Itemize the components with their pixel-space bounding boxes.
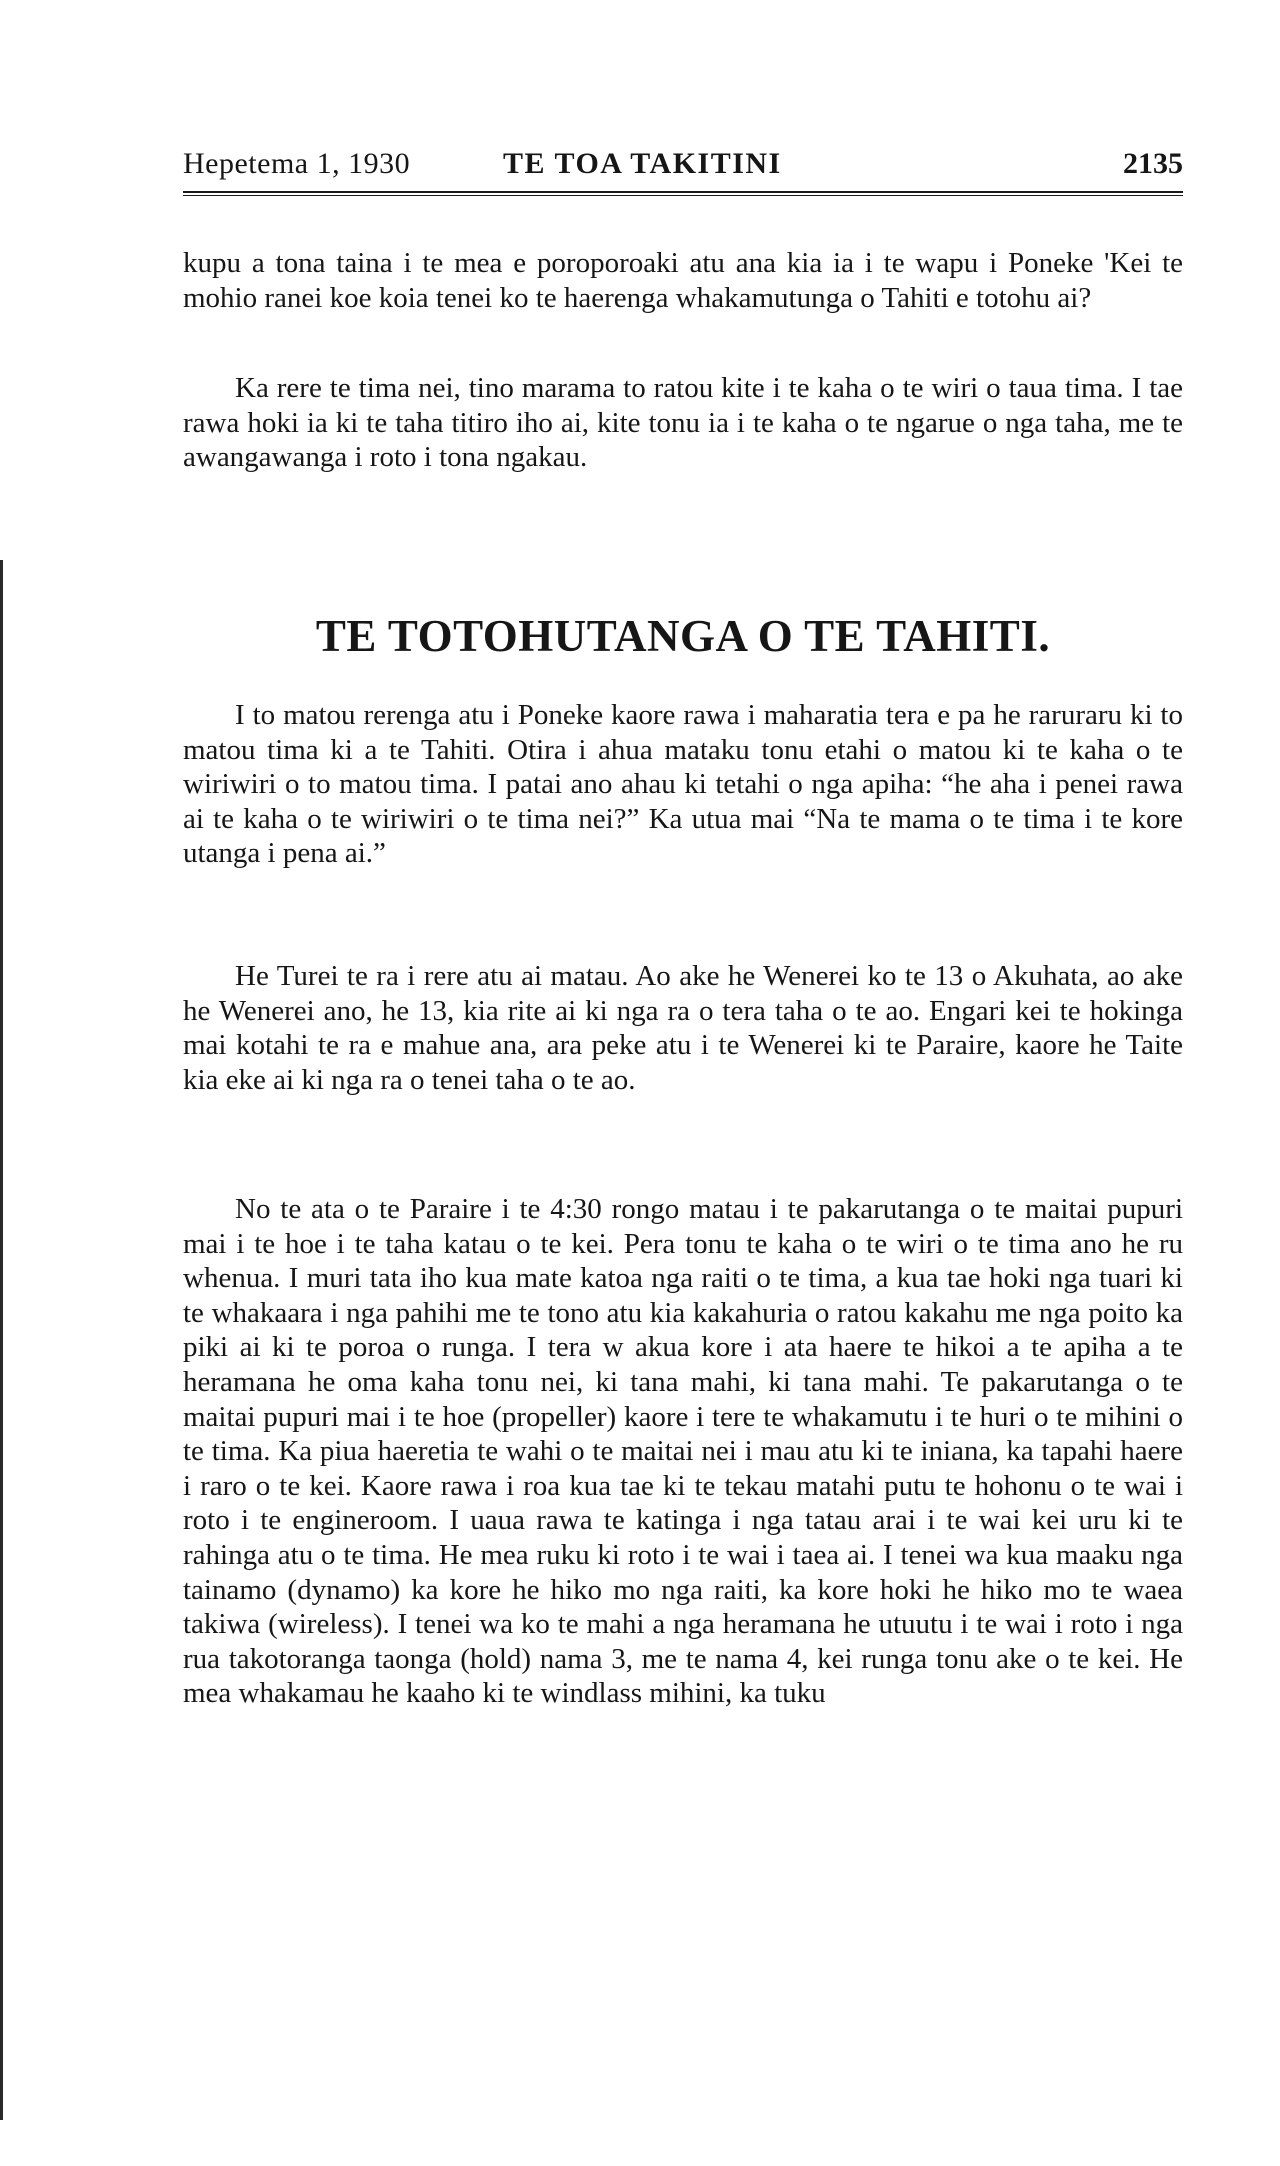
- paragraph: No te ata o te Paraire i te 4:30 rongo matau i te pakarutanga o te maitai pupuri mai i te hoe i te taha katau o te kei. Pera tonu te kaha o te wiri o te tima ano he ru whenua. I muri tata iho kua mate katoa nga raiti o te tima, a kua tae hoki nga tuari ki te whakaara i nga pahihi me te tono atu kia kakahuria o ratou kakahu me nga poito ka piki ai ki te poroa o runga. I tera w akua kore i ata haere te hikoi a te apiha a te heramana he oma kaha tonu nei, ki tana mahi, ki tana mahi. Te pakarutanga o te maitai pupuri mai i te hoe (propeller) kaore i tere te whakamutu i te huri o te mihini o te tima. Ka piua haeretia te wahi o te maitai nei i mau atu ki te iniana, ka tapahi haere i raro o te kei. Kaore rawa i roa kua tae ki te tekau matahi putu te hohonu o te wai i roto i te engineroom. I uaua rawa te katinga i nga tatau arai i te wai kei uru ki te rahinga atu o te tima. He mea ruku ki roto i te wai i taea ai. I tenei wa kua maaku nga tainamo (dynamo) ka kore he hiko mo nga raiti, ka kore hoki he hiko mo te waea takiwa (wireless). I tenei wa ko te mahi a nga heramana he utuutu i te wai i roto i nga rua takotoranga taonga (hold) nama 3, me te nama 4, kei runga tonu ake o te kei. He mea whakamau he kaaho ki te windlass mihini, ka tuku: [183, 1193, 1183, 1710]
- running-header: [183, 147, 1183, 187]
- header-title: TE TOA TAKITINI: [503, 147, 782, 180]
- page-edge-shadow: [0, 560, 3, 2120]
- header-date: Hepetema 1, 1930: [183, 147, 411, 180]
- header-rule: [183, 191, 1183, 196]
- paragraph: He Turei te ra i rere atu ai matau. Ao ake he Wenerei ko te 13 o Akuhata, ao ake he Wenerei ano, he 13, kia rite ai ki nga ra o tera taha o te ao. Engari kei te hokinga mai kotahi te ra e mahue ana, ara peke atu i te Wenerei ki te Paraire, kaore he Taite kia eke ai ki nga ra o tenei taha o te ao.: [183, 960, 1183, 1096]
- section-heading: TE TOTOHUTANGA O TE TAHITI.: [315, 611, 1051, 661]
- paragraph: Ka rere te tima nei, tino marama to ratou kite i te kaha o te wiri o taua tima. I tae rawa hoki ia ki te taha titiro iho ai, kite tonu ia i te kaha o te ngarue o nga taha, me te awangawanga i roto i tona ngakau.: [183, 372, 1183, 474]
- page-number: 2135: [1123, 147, 1183, 180]
- paragraph: I to matou rerenga atu i Poneke kaore rawa i maharatia tera e pa he raruraru ki to matou tima ki a te Tahiti. Otira i ahua mataku tonu etahi o matou ki te kaha o te wiriwiri o to matou tima. I patai ano ahau ki tetahi o nga apiha: “he aha i penei rawa ai te kaha o te wiriwiri o te tima nei?” Ka utua mai “Na te mama o te tima i te kore utanga i pena ai.”: [183, 699, 1183, 870]
- paragraph-continued: kupu a tona taina i te mea e poroporoaki atu ana kia ia i te wapu i Poneke 'Kei te mohio ranei koe koia tenei ko te haerenga whakamutunga o Tahiti e totohu ai?: [183, 247, 1183, 314]
